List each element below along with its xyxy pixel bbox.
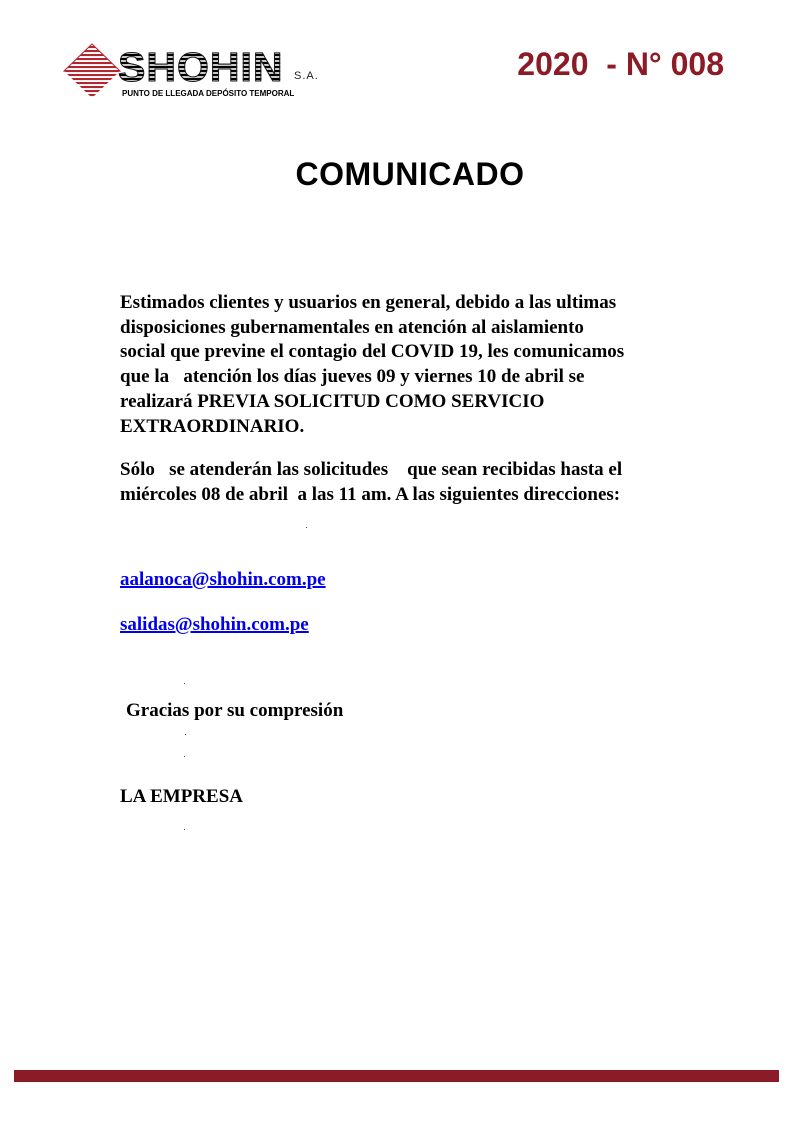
- company-logo: [62, 42, 332, 102]
- scan-speck: [184, 756, 185, 757]
- body-paragraph-1: Estimados clientes y usuarios en general, debido a las ultimas disposiciones gubernamentales en atención al aislamiento social que previne el contagio del COVID 19, les comunicamos que la atención los días jueves 09 y viernes 10 de abril se realizará PREVIA SOLICITUD COMO SERVICIO EXTRAORDINARIO.: [120, 292, 625, 437]
- scan-speck: [306, 527, 307, 528]
- email-link-aalanoca[interactable]: aalanoca@shohin.com.pe: [120, 569, 326, 590]
- signature: LA EMPRESA: [120, 786, 243, 807]
- body-paragraph-2: Sólo se atenderán las solicitudes que sean recibidas hasta el miércoles 08 de abril a las 11 am. A las siguientes direcciones:: [120, 459, 623, 505]
- scan-speck: [184, 683, 185, 684]
- closing-thanks: Gracias por su compresión: [126, 700, 344, 721]
- page-title: COMUNICADO: [295, 156, 525, 192]
- document-number: 2020 - N° 008: [517, 46, 724, 82]
- logo-wordmark: SHOHIN: [118, 44, 284, 90]
- email-link-salidas[interactable]: salidas@shohin.com.pe: [120, 614, 309, 635]
- footer-bar: [14, 1070, 779, 1082]
- scan-speck: [185, 734, 186, 735]
- scan-speck: [184, 829, 185, 830]
- logo-tagline: PUNTO DE LLEGADA DEPÓSITO TEMPORAL: [122, 89, 295, 98]
- logo-suffix: S.A.: [294, 70, 319, 82]
